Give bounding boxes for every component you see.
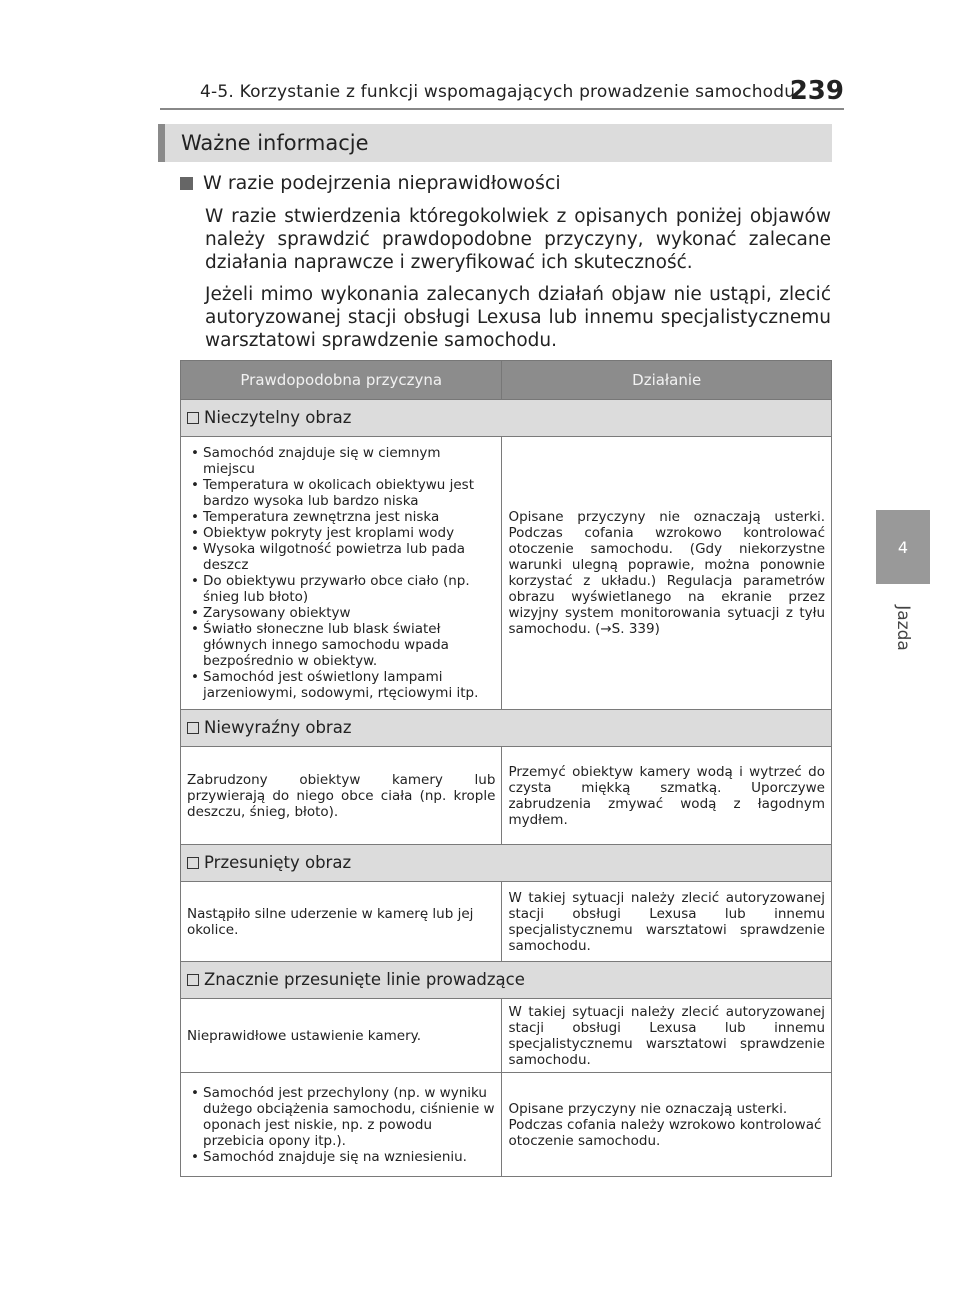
cause-cell [181, 437, 502, 710]
subheading-text: W razie podejrzenia nieprawidłowości [203, 172, 561, 194]
chapter-tab-number: 4 [897, 537, 909, 557]
list-item: • Do obiektywu przywarło obce ciało (np. śnieg lub błoto) [203, 573, 495, 605]
table-row [181, 747, 832, 845]
category-label: Przesunięty obraz [204, 853, 352, 872]
chapter-tab-label: Jazda [892, 605, 913, 651]
followup-paragraph: Jeżeli mimo wykonania zalecanych działań objaw nie ustąpi, zlecić autoryzowanej stacji obsługi Lexusa lub innemu specjalistycznemu warsztatowi sprawdzenie samochodu. [205, 284, 831, 351]
table-row [181, 999, 832, 1073]
category-label: Znacznie przesunięte linie prowadzące [204, 970, 525, 989]
cause-cell: Zabrudzony obiektyw kamery lub przywierają do niego obce ciała (np. krople deszczu, śnieg, błoto). [181, 747, 502, 845]
list-item: • Temperatura zewnętrzna jest niska [203, 509, 495, 525]
section-title: Ważne informacje [181, 131, 369, 155]
category-row [181, 845, 832, 882]
running-header [160, 72, 844, 110]
action-cell: Przemyć obiektyw kamery wodą i wytrzeć do czysta miękką szmatką. Uporczywe zabrudzenia zmywać wodą z łagodnym mydłem. [502, 747, 832, 845]
page-number: 239 [789, 76, 844, 106]
chapter-tab [876, 510, 930, 584]
cause-cell: Nieprawidłowe ustawienie kamery. [181, 999, 502, 1073]
table-row [181, 882, 832, 962]
action-cell: Opisane przyczyny nie oznaczają usterki. Podczas cofania należy wzrokowo kontrolować otoczenie samochodu. [502, 1073, 832, 1177]
column-header-cause: Prawdopodobna przyczyna [181, 361, 502, 400]
cause-cell: Nastąpiło silne uderzenie w kamerę lub jej okolice. [181, 882, 502, 962]
list-item: • Samochód jest przechylony (np. w wyniku dużego obciążenia samochodu, ciśnienie w oponach jest niskie, np. z powodu przebicia opony itp.). [203, 1085, 495, 1149]
checkbox-icon [187, 857, 199, 869]
checkbox-icon [187, 722, 199, 734]
list-item: • Samochód znajduje się w ciemnym miejscu [203, 445, 495, 477]
square-bullet-icon [180, 177, 193, 190]
action-cell: W takiej sytuacji należy zlecić autoryzowanej stacji obsługi Lexusa lub innemu specjalistycznemu warsztatowi sprawdzenie samochodu. [502, 999, 832, 1073]
section-header [158, 124, 832, 162]
cause-list [187, 445, 495, 701]
list-item: • Samochód znajduje się na wzniesieniu. [203, 1149, 495, 1165]
troubleshooting-table [180, 360, 832, 1177]
action-cell: Opisane przyczyny nie oznaczają usterki. Podczas cofania wzrokowo kontrolować otoczenie samochodu. (Gdy niekorzystne warunki ulegną poprawie, można ponownie korzystać z układu.) Regulacja parametrów obrazu wyświetlanego na ekranie przez wizyjny system monitorowania sytuacji z tyłu samochodu. (→S. 339) [502, 437, 832, 710]
intro-paragraph: W razie stwierdzenia któregokolwiek z opisanych poniżej objawów należy sprawdzić prawdopodobne przyczyny, wykonać zalecane działania naprawcze i zweryfikować ich skuteczność. [205, 206, 831, 273]
category-row [181, 400, 832, 437]
category-row [181, 962, 832, 999]
category-label: Nieczytelny obraz [204, 408, 352, 427]
chapter-tab-label-wrap [878, 588, 928, 668]
table-header-row [181, 361, 832, 400]
list-item: • Wysoka wilgotność powietrza lub pada deszcz [203, 541, 495, 573]
category-row [181, 710, 832, 747]
action-cell: W takiej sytuacji należy zlecić autoryzowanej stacji obsługi Lexusa lub innemu specjalistycznemu warsztatowi sprawdzenie samochodu. [502, 882, 832, 962]
chapter-title: 4-5. Korzystanie z funkcji wspomagających prowadzenie samochodu [200, 82, 796, 102]
list-item: • Temperatura w okolicach obiektywu jest bardzo wysoka lub bardzo niska [203, 477, 495, 509]
table-row [181, 437, 832, 710]
subheading [180, 172, 840, 194]
list-item: • Samochód jest oświetlony lampami jarzeniowymi, sodowymi, rtęciowymi itp. [203, 669, 495, 701]
checkbox-icon [187, 974, 199, 986]
list-item: • Obiektyw pokryty jest kroplami wody [203, 525, 495, 541]
cause-cell [181, 1073, 502, 1177]
category-label: Niewyraźny obraz [204, 718, 352, 737]
checkbox-icon [187, 412, 199, 424]
cause-list [187, 1085, 495, 1165]
list-item: • Światło słoneczne lub blask świateł głównych innego samochodu wpada bezpośrednio w obiektyw. [203, 621, 495, 669]
column-header-action: Działanie [502, 361, 832, 400]
list-item: • Zarysowany obiektyw [203, 605, 495, 621]
table-row [181, 1073, 832, 1177]
